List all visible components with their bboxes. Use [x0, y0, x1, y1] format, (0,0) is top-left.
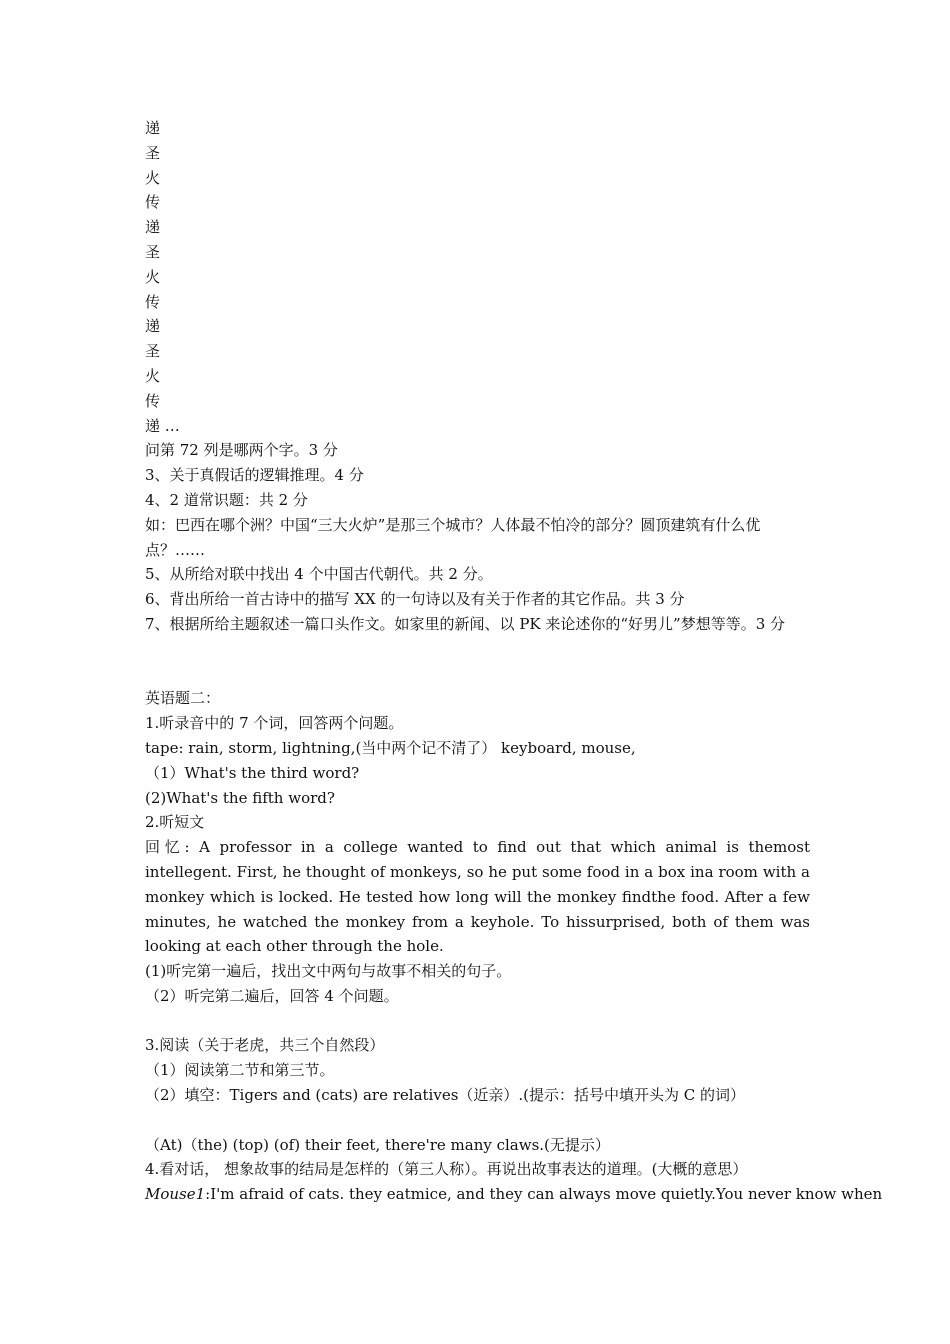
vertical-char: 圣	[145, 143, 161, 162]
vertical-char: 圣	[145, 342, 161, 361]
english-questions	[145, 686, 883, 1207]
spacer	[145, 1108, 810, 1133]
english-q3-title: 3.阅读（关于老虎，共三个自然段）	[145, 1036, 385, 1055]
vertical-char: 传	[145, 292, 161, 311]
recall-text: : A professor in a college wanted to find out that which animal is themost intellegent. First, he thought of monkeys, so he put some food in a box ina room with a monkey which is locked. He tested how long will the monkey findthe food. After a few minutes, he watched the monkey from a keyhole. To hissurprised, both of them was looking at each other through the hole.	[145, 838, 810, 956]
vertical-char: 火	[145, 168, 161, 187]
english-q4-title: 4.看对话， 想象故事的结局是怎样的（第三人称）。再说出故事表达的道理。(大概的意思）	[145, 1160, 748, 1179]
english-q1-tape: tape: rain, storm, lightning,(当中两个记不清了） keyboard, mouse,	[145, 738, 636, 757]
english-q1-sub1: （1）What's the third word?	[145, 763, 360, 782]
question-4: 4、2 道常识题：共 2 分	[145, 490, 308, 509]
recall-label: 回忆	[145, 838, 185, 857]
english-q3-sub1: （1）阅读第二节和第三节。	[145, 1061, 335, 1080]
vertical-char: 传	[145, 193, 161, 212]
english-q3-sub3: （At)（the) (top) (of) their feet, there're many claws.(无提示）	[145, 1135, 610, 1154]
english-q2-sub2: （2）听完第二遍后，回答 4 个问题。	[145, 986, 399, 1005]
english-q2-title: 2.听短文	[145, 813, 205, 832]
vertical-char: 传	[145, 391, 161, 410]
spacer	[145, 1009, 810, 1034]
question-4-example: 如：巴西在哪个洲？中国“三大火炉”是那三个城市？人体最不怕冷的部分？圆顶建筑有什么优点？……	[145, 515, 761, 559]
vertical-char: 圣	[145, 242, 161, 261]
chinese-questions	[145, 438, 810, 636]
question-6: 6、背出所给一首古诗中的描写 XX 的一句诗以及有关于作者的其它作品。共 3 分	[145, 590, 685, 609]
english-q1-sub2: (2)What's the fifth word?	[145, 788, 335, 807]
vertical-char: 递	[145, 317, 161, 336]
english-q2-passage	[145, 835, 810, 959]
question-3: 3、关于真假话的逻辑推理。4 分	[145, 466, 364, 485]
question-7: 7、根据所给主题叙述一篇口头作文。如家里的新闻、以 PK 来论述你的“好男儿”梦想等等。3 分	[145, 614, 786, 633]
vertical-char: 火	[145, 366, 161, 385]
question-2-line: 问第 72 列是哪两个字。3 分	[145, 441, 338, 460]
vertical-char: 递	[145, 119, 161, 137]
vertical-char: 递	[145, 218, 161, 237]
english-q3-sub2: （2）填空：Tigers and (cats) are relatives（近亲）.(提示：括号中填开头为 C 的词）	[145, 1086, 746, 1105]
english-q4-dialogue	[145, 1182, 883, 1207]
question-5: 5、从所给对联中找出 4 个中国古代朝代。共 2 分。	[145, 565, 493, 584]
document-body	[145, 116, 883, 1207]
dialogue-text: :I'm afraid of cats. they eatmice, and they can always move quietly.You never know when	[205, 1185, 883, 1204]
speaker-label: Mouse1	[145, 1185, 206, 1204]
vertical-char: 递 …	[145, 416, 180, 435]
english-q2-sub1: (1)听完第一遍后，找出文中两句与故事不相关的句子。	[145, 962, 512, 981]
english-q1-title: 1.听录音中的 7 个词，回答两个问题。	[145, 714, 404, 733]
vertical-char: 火	[145, 267, 161, 286]
english-heading: 英语题二：	[145, 689, 221, 708]
vertical-text-column	[145, 116, 810, 438]
spacer	[145, 637, 810, 687]
